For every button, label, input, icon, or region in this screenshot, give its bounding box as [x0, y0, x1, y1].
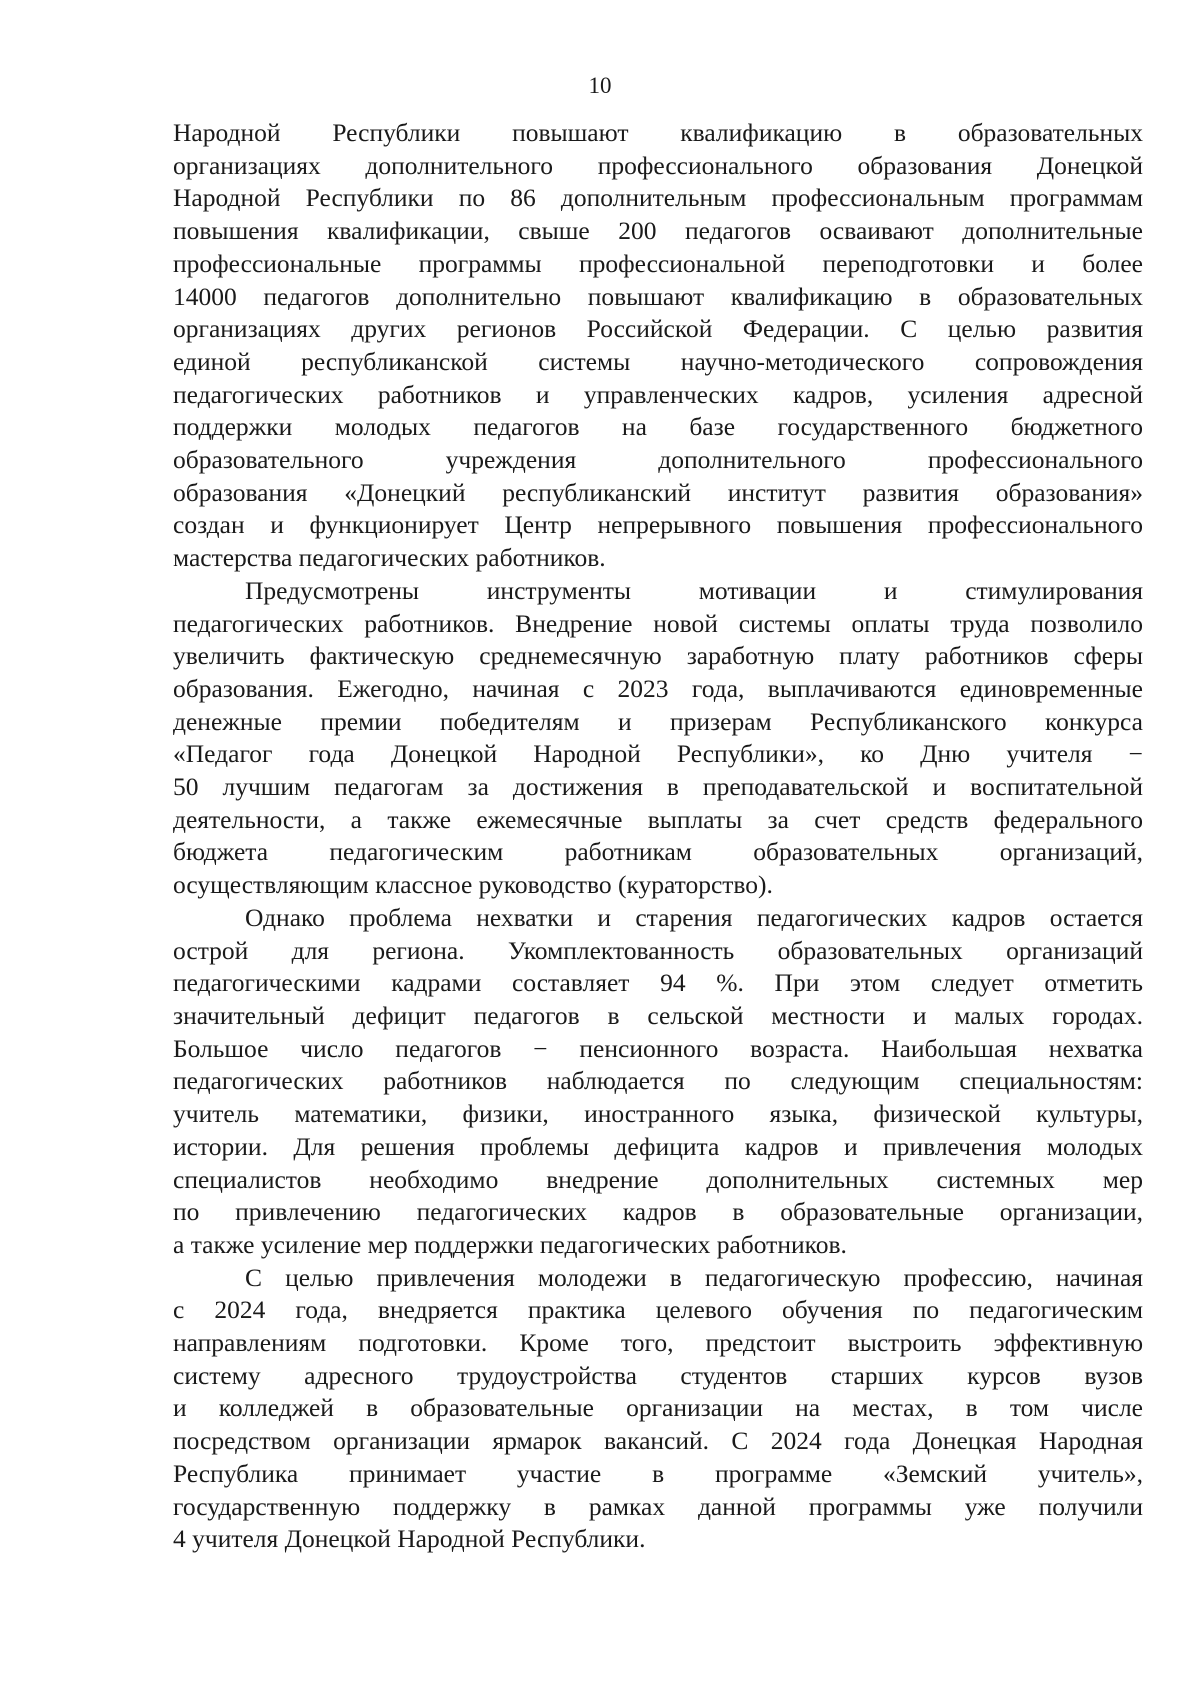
text-line: государственную поддержку в рамках данной программы уже получили [173, 1491, 1143, 1521]
text-line: организациях других регионов Российской Федерации. С целью развития [173, 314, 1143, 344]
text-line: единой республиканской системы научно-методического сопровождения [173, 346, 1143, 376]
text-line: систему адресного трудоустройства студентов старших курсов вузов [173, 1360, 1143, 1390]
text-line: поддержки молодых педагогов на базе государственного бюджетного [173, 412, 1143, 442]
text-line: острой для региона. Укомплектованность образовательных организаций [173, 935, 1143, 965]
text-line: учитель математики, физики, иностранного языка, физической культуры, [173, 1099, 1143, 1129]
text-line: организациях дополнительного профессионального образования Донецкой [173, 150, 1143, 180]
text-line: педагогических работников. Внедрение новой системы оплаты труда позволило [173, 608, 1143, 638]
text-line: специалистов необходимо внедрение дополнительных системных мер [173, 1164, 1143, 1194]
text-line: значительный дефицит педагогов в сельской местности и малых городах. [173, 1000, 1143, 1030]
text-line: образования. Ежегодно, начиная с 2023 года, выплачиваются единовременные [173, 673, 1143, 703]
text-line: Большое число педагогов − пенсионного возраста. Наибольшая нехватка [173, 1033, 1143, 1063]
text-line: 4 учителя Донецкой Народной Республики. [173, 1524, 646, 1554]
text-line: осуществляющим классное руководство (кураторство). [173, 870, 773, 900]
text-line: педагогическими кадрами составляет 94 %. При этом следует отметить [173, 968, 1143, 998]
paragraph [173, 1262, 1143, 1556]
text-line: и колледжей в образовательные организации на местах, в том числе [173, 1393, 1143, 1423]
text-line: Народной Республики повышают квалификацию в образовательных [173, 118, 1143, 147]
text-line: бюджета педагогическим работникам образовательных организаций, [173, 837, 1143, 867]
text-line: образования «Донецкий республиканский институт развития образования» [173, 477, 1143, 507]
text-line: образовательного учреждения дополнительного профессионального [173, 445, 1143, 475]
text-line: Предусмотрены инструменты мотивации и стимулирования [245, 575, 1143, 605]
text-line: с 2024 года, внедряется практика целевого обучения по педагогическим [173, 1295, 1143, 1325]
text-line: создан и функционирует Центр непрерывного повышения профессионального [173, 510, 1143, 540]
text-line: повышения квалификации, свыше 200 педагогов осваивают дополнительные [173, 216, 1143, 246]
text-line: Республика принимает участие в программе «Земский учитель», [173, 1458, 1143, 1488]
text-line: по привлечению педагогических кадров в образовательные организации, [173, 1197, 1143, 1227]
text-line: педагогических работников наблюдается по следующим специальностям: [173, 1066, 1143, 1096]
text-line: Народной Республики по 86 дополнительным профессиональным программам [173, 183, 1143, 213]
text-line: Однако проблема нехватки и старения педагогических кадров остается [245, 902, 1143, 932]
paragraph [173, 117, 1143, 575]
body-text [173, 117, 1143, 1556]
text-line: посредством организации ярмарок вакансий. С 2024 года Донецкая Народная [173, 1426, 1143, 1456]
text-line: увеличить фактическую среднемесячную заработную плату работников сферы [173, 641, 1143, 671]
text-line: денежные премии победителям и призерам Республиканского конкурса [173, 706, 1143, 736]
text-line: направлениям подготовки. Кроме того, предстоит выстроить эффективную [173, 1328, 1143, 1358]
page-number: 10 [588, 73, 612, 98]
text-line: 50 лучшим педагогам за достижения в преподавательской и воспитательной [173, 772, 1143, 802]
text-line: а также усиление мер поддержки педагогических работников. [173, 1229, 847, 1259]
paragraph [173, 902, 1143, 1262]
text-line: 14000 педагогов дополнительно повышают квалификацию в образовательных [173, 281, 1143, 311]
text-line: профессиональные программы профессиональной переподготовки и более [173, 248, 1143, 278]
text-line: мастерства педагогических работников. [173, 543, 606, 573]
text-line: С целью привлечения молодежи в педагогическую профессию, начиная [245, 1262, 1143, 1292]
text-line: истории. Для решения проблемы дефицита кадров и привлечения молодых [173, 1131, 1143, 1161]
text-line: педагогических работников и управленческих кадров, усиления адресной [173, 379, 1143, 409]
paragraph [173, 575, 1143, 902]
text-line: «Педагог года Донецкой Народной Республики», ко Дню учителя − [173, 739, 1143, 769]
text-line: деятельности, а также ежемесячные выплаты за счет средств федерального [173, 804, 1143, 834]
